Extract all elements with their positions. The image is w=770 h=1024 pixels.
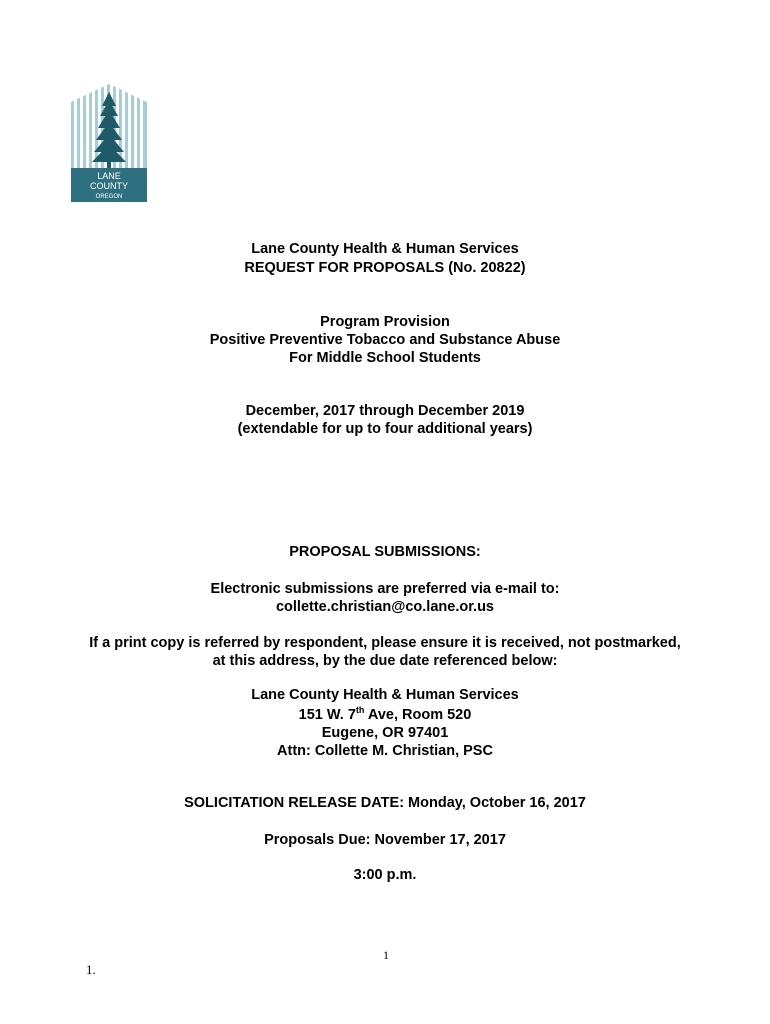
program-title: Positive Preventive Tobacco and Substance Abuse xyxy=(209,332,561,348)
proposals-due: Proposals Due: November 17, 2017 xyxy=(264,832,506,848)
list-marker: 1. xyxy=(86,962,96,977)
logo-text-line2: COUNTY xyxy=(90,181,128,191)
submissions-print-line2: at this address, by the due date referenced below: xyxy=(212,653,558,669)
logo-text-line3: OREGON xyxy=(95,194,123,200)
submissions-heading: PROPOSAL SUBMISSIONS: xyxy=(289,544,481,560)
program-audience: For Middle School Students xyxy=(289,350,481,366)
address-city: Eugene, OR 97401 xyxy=(321,725,449,741)
address-street xyxy=(0,706,770,724)
page-number: 1 xyxy=(383,948,389,962)
submissions-print-line1: If a print copy is referred by respondent, please ensure it is received, not postmarked, xyxy=(89,635,681,651)
release-date: SOLICITATION RELEASE DATE: Monday, October 16, 2017 xyxy=(184,795,586,811)
due-time: 3:00 p.m. xyxy=(353,867,417,883)
address-attn: Attn: Collette M. Christian, PSC xyxy=(277,743,493,759)
rfp-title: REQUEST FOR PROPOSALS (No. 20822) xyxy=(244,260,526,276)
lane-county-logo xyxy=(71,84,147,202)
address-street-sup: th xyxy=(355,705,365,716)
header-org: Lane County Health & Human Services xyxy=(251,241,519,257)
term-extension: (extendable for up to four additional years) xyxy=(237,421,533,437)
submissions-email[interactable]: collette.christian@co.lane.or.us xyxy=(275,599,494,615)
address-org: Lane County Health & Human Services xyxy=(251,687,519,703)
submissions-electronic: Electronic submissions are preferred via e-mail to: xyxy=(210,581,560,597)
term-dates: December, 2017 through December 2019 xyxy=(245,403,525,419)
address-street-suffix: Ave, Room 520 xyxy=(364,707,472,723)
program-heading: Program Provision xyxy=(320,314,450,330)
logo-text-line1: LANE xyxy=(97,171,121,181)
address-street-prefix: 151 W. 7 xyxy=(298,707,356,723)
